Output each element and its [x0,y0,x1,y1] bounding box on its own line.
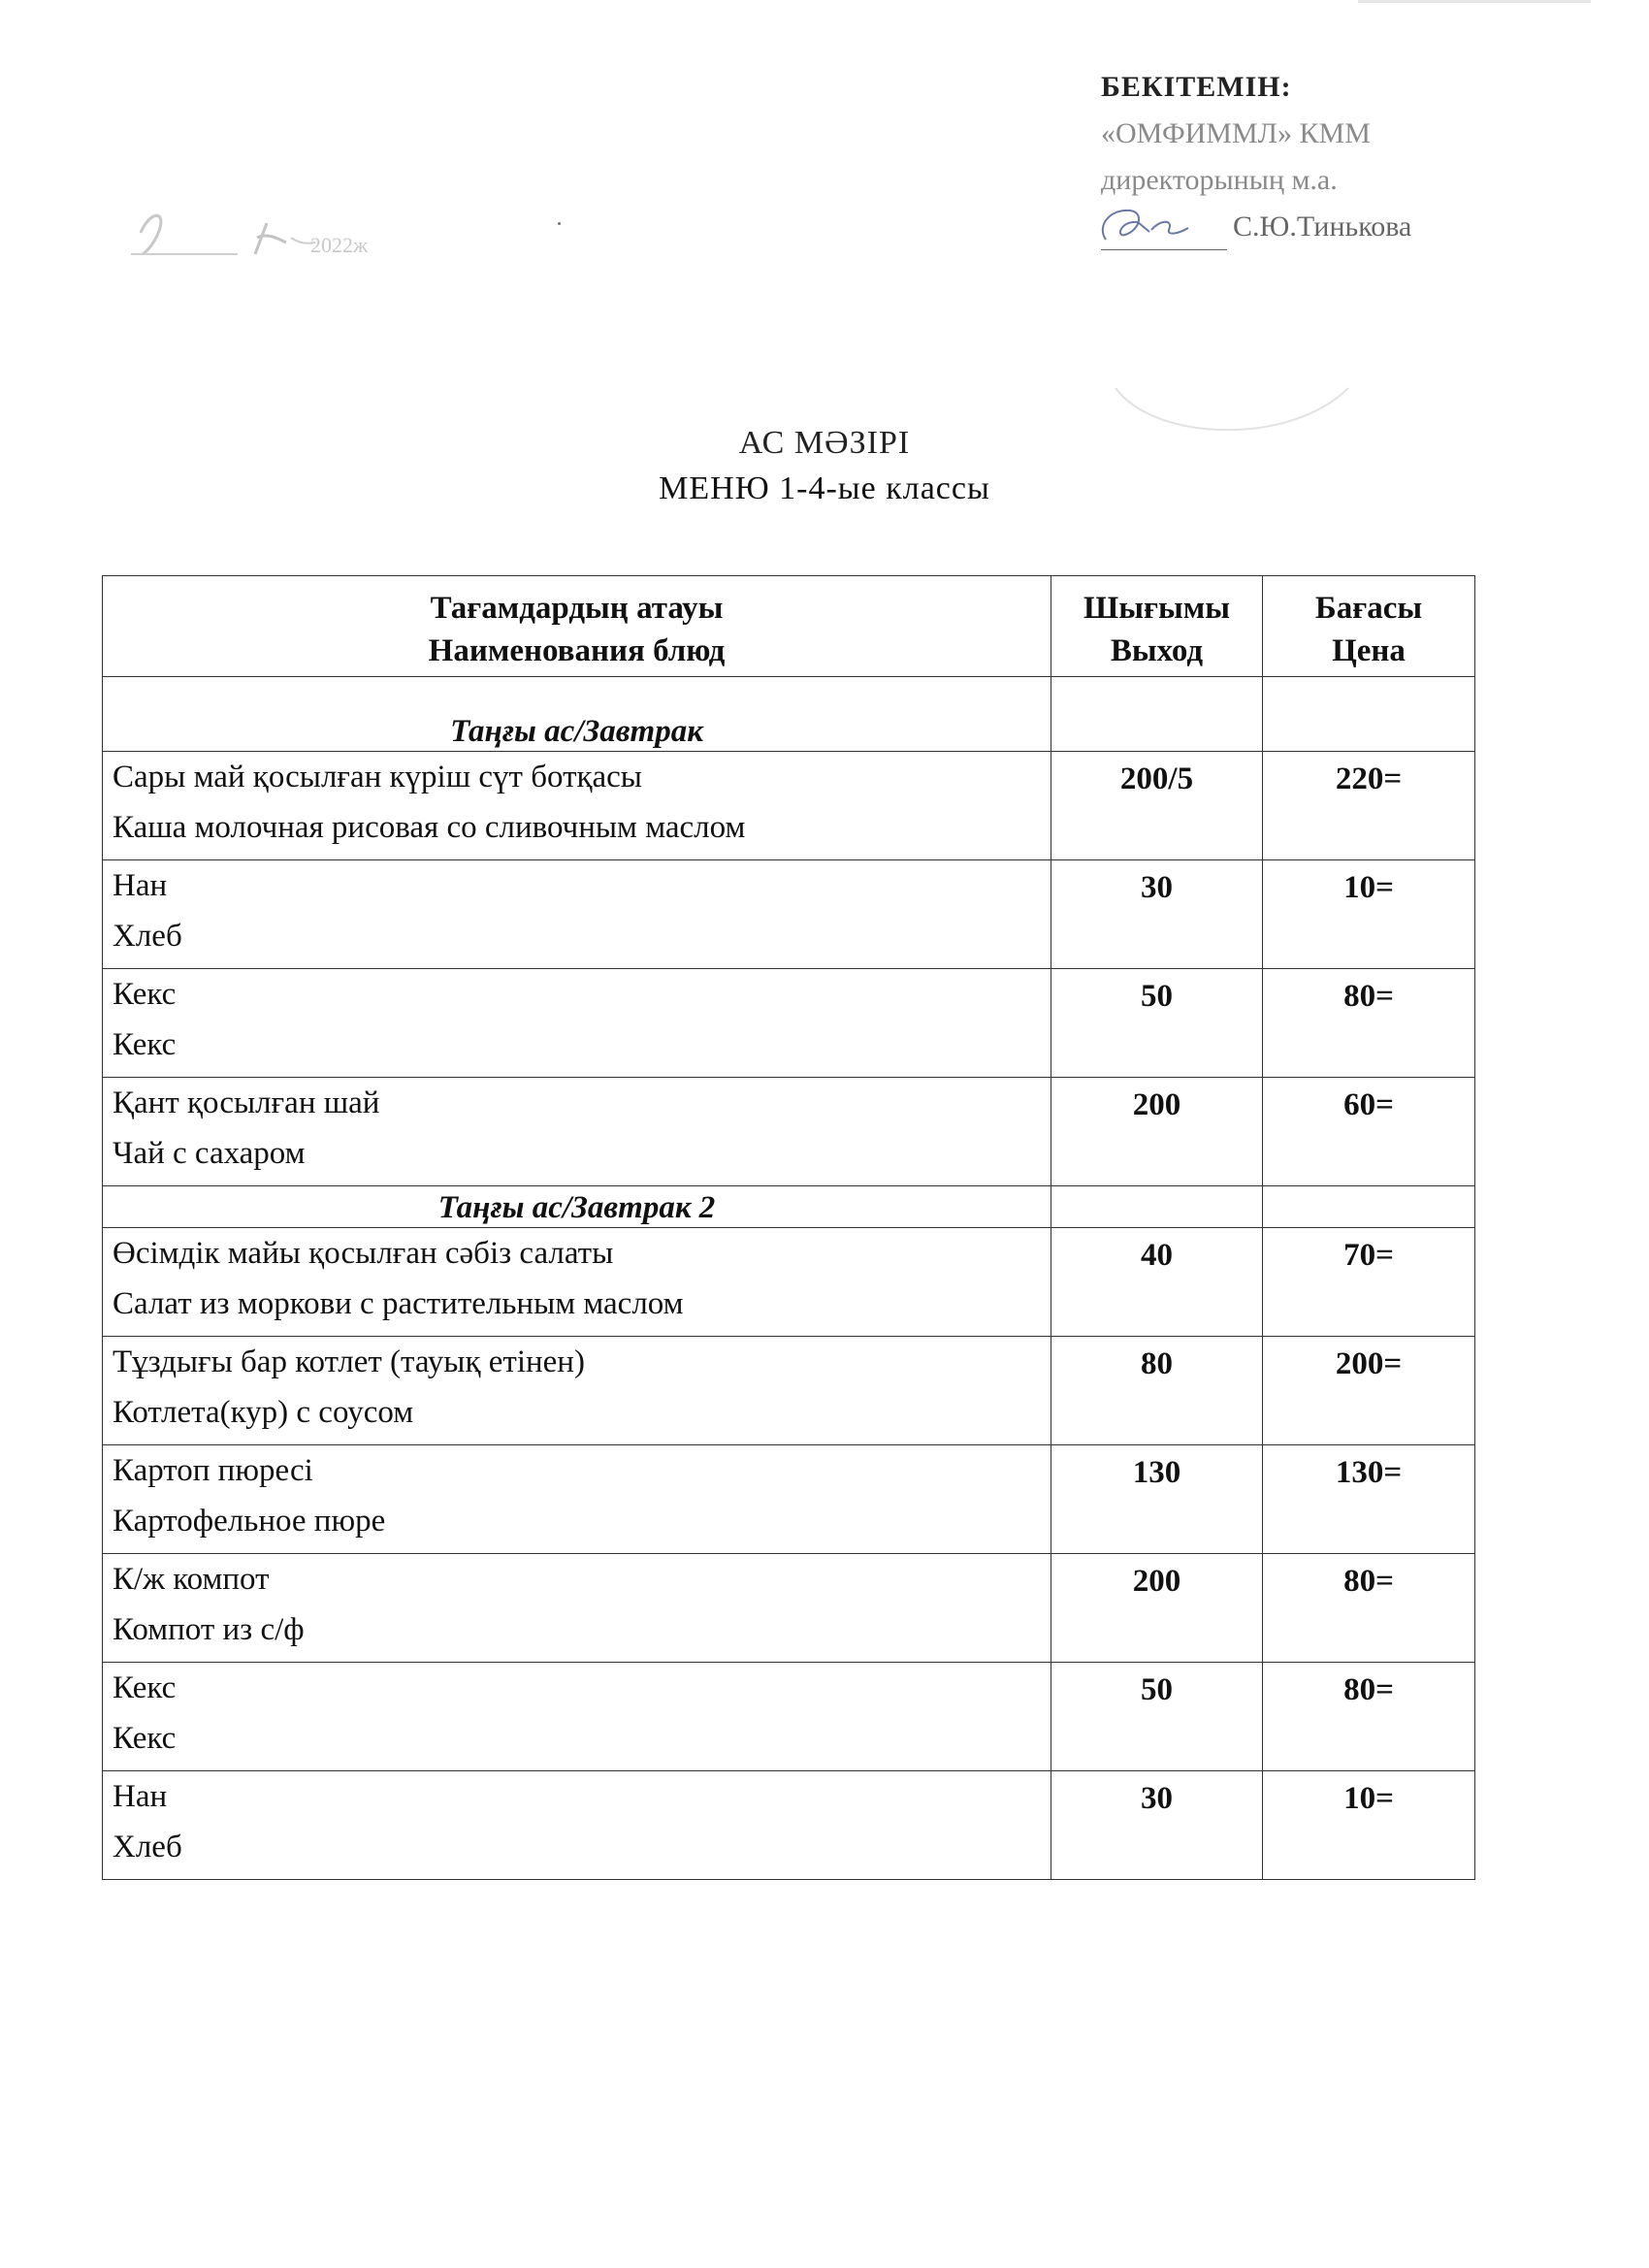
date-stamp [121,194,412,272]
empty-cell [1051,677,1263,752]
page-title-kz: АС МӘЗІРІ [738,425,911,461]
empty-cell [1263,677,1475,752]
dish-price: 80= [1263,1663,1475,1771]
dish-name-kz: Тұздығы бар котлет (тауық етінен) [113,1345,585,1379]
dish-name-kz: Нан [113,868,168,903]
menu-table [102,575,1475,1880]
signer-name: С.Ю.Тинькова [1233,211,1412,243]
dish-name-cell [103,1078,1051,1186]
dish-output: 200/5 [1051,752,1263,860]
dish-price: 220= [1263,752,1475,860]
table-row [103,1663,1475,1771]
header-price-kz: Бағасы [1314,590,1423,626]
table-row [103,860,1475,969]
dish-name-ru: Кекс [113,1721,177,1756]
approval-org: «ОМФИММЛ» КММ [1101,117,1371,149]
dish-price: 70= [1263,1228,1475,1337]
header-dish-name-ru: Наименования блюд [428,632,726,668]
section-title: Таңғы ас/Завтрак 2 [103,1186,1051,1228]
signature-mark [1101,211,1227,250]
dish-name-ru: Картофельное пюре [113,1504,386,1539]
header-dish-name [103,576,1051,677]
section-row-breakfast [103,677,1475,752]
page-title-ru: МЕНЮ 1-4-ые классы [659,470,990,506]
dish-output: 40 [1051,1228,1263,1337]
dish-output: 130 [1051,1445,1263,1554]
dish-name-cell [103,752,1051,860]
header-output-kz: Шығымы [1083,590,1230,626]
dish-name-kz: Нан [113,1779,168,1814]
dish-name-kz: К/ж компот [113,1562,270,1597]
dish-output: 50 [1051,969,1263,1078]
dish-name-ru: Хлеб [113,1830,182,1864]
empty-cell [1051,1186,1263,1228]
header-price [1263,576,1475,677]
dish-name-cell [103,1663,1051,1771]
dish-name-cell [103,1554,1051,1663]
dish-name-kz: Кекс [113,1670,177,1705]
dish-name-ru: Кекс [113,1027,177,1062]
dish-name-cell [103,1445,1051,1554]
header-price-ru: Цена [1332,632,1406,668]
table-row [103,752,1475,860]
dish-name-ru: Чай с сахаром [113,1136,306,1171]
table-row [103,1337,1475,1445]
dish-name-cell [103,969,1051,1078]
table-row [103,1771,1475,1880]
dish-name-cell [103,1228,1051,1337]
dish-price: 80= [1263,1554,1475,1663]
dish-price: 80= [1263,969,1475,1078]
approval-block [1101,64,1411,250]
dish-output: 30 [1051,860,1263,969]
dish-price: 10= [1263,1771,1475,1880]
date-stamp-year: 2022ж [310,233,369,257]
dish-name-ru: Салат из моркови с растительным маслом [113,1286,684,1321]
dish-output: 200 [1051,1554,1263,1663]
signature-line [1101,204,1411,250]
dish-price: 200= [1263,1337,1475,1445]
dish-name-kz: Қант қосылған шай [113,1085,380,1120]
dish-output: 30 [1051,1771,1263,1880]
dish-name-kz: Кекс [113,977,177,1012]
dish-name-cell [103,860,1051,969]
scan-dot [558,222,561,225]
dish-name-ru: Компот из с/ф [113,1612,305,1647]
dish-name-ru: Каша молочная рисовая со сливочным маслом [113,810,746,845]
section-title: Таңғы ас/Завтрак [103,677,1051,752]
dish-output: 80 [1051,1337,1263,1445]
approval-role: директорының м.а. [1101,164,1338,196]
section-row-breakfast-2 [103,1186,1475,1228]
dish-name-cell [103,1337,1051,1445]
table-row [103,1078,1475,1186]
table-header-row [103,576,1475,677]
dish-output: 200 [1051,1078,1263,1186]
header-dish-name-kz: Тағамдардың атауы [430,590,724,626]
header-output [1051,576,1263,677]
dish-price: 130= [1263,1445,1475,1554]
dish-price: 60= [1263,1078,1475,1186]
table-row [103,1445,1475,1554]
dish-name-cell [103,1771,1051,1880]
dish-price: 10= [1263,860,1475,969]
table-row [103,969,1475,1078]
dish-name-ru: Котлета(кур) с соусом [113,1395,414,1430]
dish-name-kz: Сары май қосылған күріш сүт ботқасы [113,760,642,794]
approval-heading: БЕКІТЕМІН: [1101,71,1292,103]
header-output-ru: Выход [1110,632,1204,668]
dish-name-kz: Өсімдік майы қосылған сәбіз салаты [113,1236,614,1271]
table-row [103,1228,1475,1337]
dish-name-ru: Хлеб [113,919,182,954]
dish-output: 50 [1051,1663,1263,1771]
empty-cell [1263,1186,1475,1228]
dish-name-kz: Картоп пюресі [113,1453,313,1488]
scan-smudge [1358,0,1591,3]
table-row [103,1554,1475,1663]
